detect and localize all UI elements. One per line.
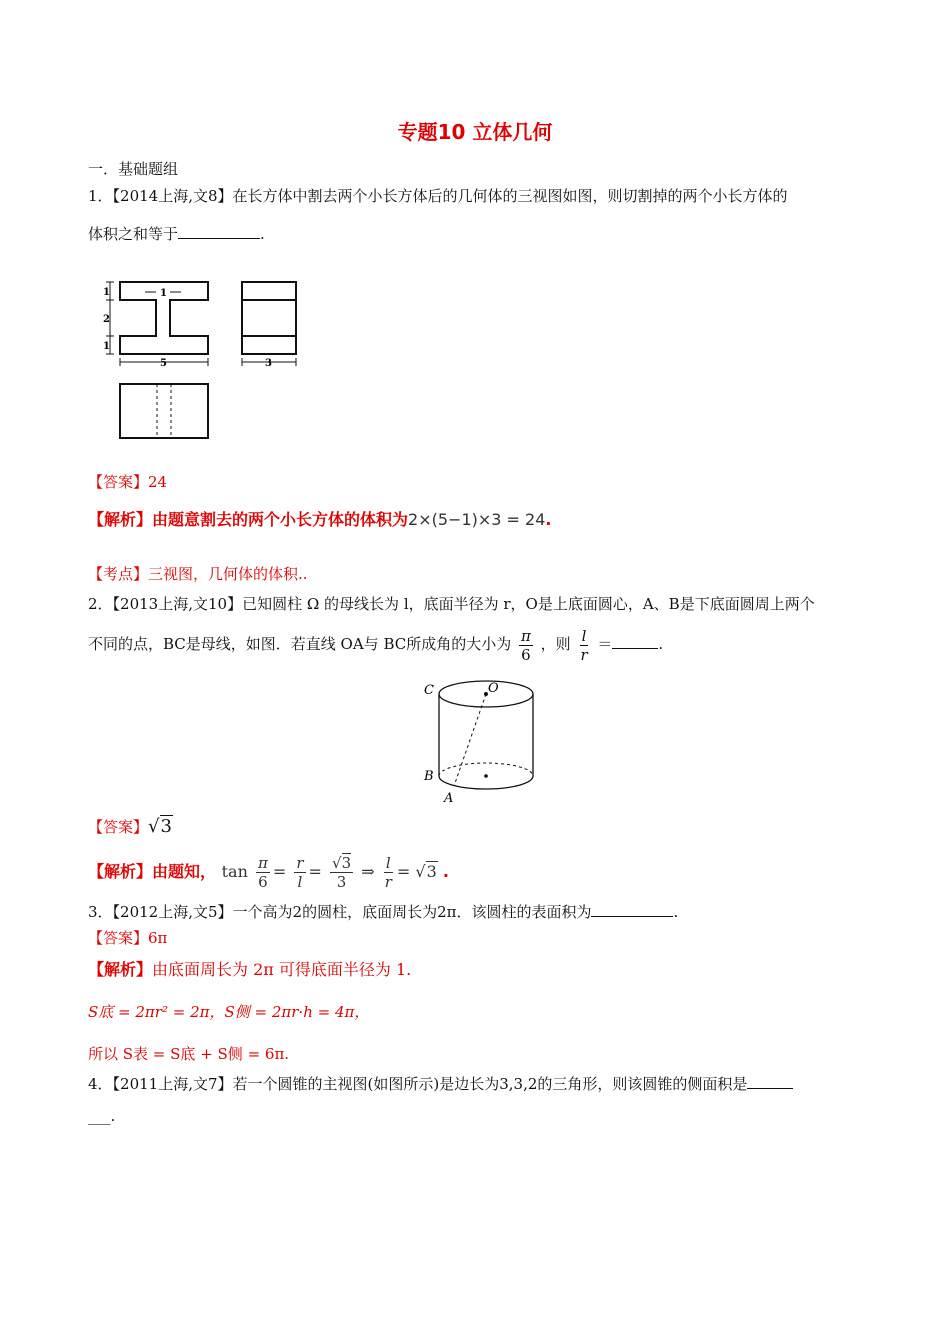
q2-eq-tan: tan xyxy=(221,862,248,881)
q4-answer-blank xyxy=(747,1074,793,1089)
q3-text-content: 3．【2012上海,文5】一个高为2的圆柱，底面周长为2π．该圆柱的表面积为 xyxy=(88,903,592,921)
q4-text-line1: 4．【2011上海,文7】若一个圆锥的主视图(如图所示)是边长为3,3,2的三角形，则该圆锥的侧面积是 xyxy=(88,1075,748,1093)
q2-frac2-num: l xyxy=(581,626,587,645)
q1-kaodian xyxy=(88,564,308,584)
q2-text-line2-a: 不同的点，BC是母线，如图．若直线 OA与 BC所成角的大小为 xyxy=(88,635,512,653)
q2-frac1-num: π xyxy=(521,626,531,645)
q1-side-view xyxy=(242,282,296,354)
q2-end: . xyxy=(658,635,664,653)
q2-bottom-center xyxy=(484,774,488,778)
q2-eq-3den: 3 xyxy=(336,873,347,891)
q2-eq-3num: 3 xyxy=(341,854,352,872)
q2-cylinder-figure xyxy=(418,676,538,806)
q2-eq-r: r xyxy=(296,854,304,872)
q1-dim-front-width: 5 xyxy=(160,358,167,369)
q1-dim-h2: 2 xyxy=(103,314,110,325)
q2-text-line2-b: ，则 xyxy=(540,635,571,653)
q2-answer xyxy=(88,814,173,840)
q2-eq-end: . xyxy=(442,862,449,881)
q2-angle-fraction xyxy=(519,627,533,664)
q2-answer-rad: 3 xyxy=(160,816,172,837)
q1-analysis xyxy=(88,510,551,530)
q2-label-a: A xyxy=(444,791,454,806)
q1-top-hidden-lines xyxy=(157,384,171,438)
q1-dim-side-width: 3 xyxy=(265,358,272,369)
q1-text-line1: 1．【2014上海,文8】在长方体中割去两个小长方体后的几何体的三视图如图，则切割掉的两个小长方体的 xyxy=(88,187,788,205)
q2-eq-frac-pi6 xyxy=(256,854,270,891)
q2-answer-tag: 【答案】 xyxy=(88,818,149,836)
q1-dim-top: 1 xyxy=(160,288,167,299)
q2-frac1-den: 6 xyxy=(521,645,531,664)
q2-frac2-den: r xyxy=(580,645,588,664)
q1-analysis-end: . xyxy=(545,510,552,529)
q1-answer-blank xyxy=(178,224,260,239)
q3-text xyxy=(88,902,678,922)
q2-eq-result: √3 xyxy=(415,862,437,881)
q2-eq-implies: ⇒ xyxy=(361,862,375,881)
q1-answer-tag: 【答案】 xyxy=(88,473,149,491)
q1-analysis-tag: 【解析】 xyxy=(88,510,153,529)
q2-answer-value: √3 xyxy=(148,816,172,837)
q2-eq-l: l xyxy=(297,873,303,891)
page-title: 专题10 立体几何 xyxy=(397,120,553,144)
q2-text-line2 xyxy=(88,624,663,664)
q2-eq-frac-rl xyxy=(294,854,305,891)
q2-equation: tan $\frac{\pi}{6}$ = $\frac{r}{l}$ = $\frac{√3}{3}$ ⇒ $\frac{l}{r}$ = √3 xyxy=(222,862,443,881)
q3-answer-tag: 【答案】 xyxy=(88,929,149,947)
q2-bottom-front-arc xyxy=(439,776,533,789)
q2-analysis-text: 由题知， xyxy=(152,862,217,881)
q1-text-line2-content: 体积之和等于 xyxy=(88,225,179,243)
q2-answer-blank xyxy=(612,634,658,649)
q2-label-b: B xyxy=(424,769,434,784)
q3-analysis xyxy=(88,960,411,980)
q2-label-c: C xyxy=(424,683,434,698)
section-heading: 一．基础题组 xyxy=(88,160,179,178)
q2-eq-res: 3 xyxy=(426,862,437,881)
q1-analysis-text: 由题意割去的两个小长方体的体积为 xyxy=(152,510,409,529)
q3-analysis-line2: S底 = 2πr² = 2π，S侧 = 2πr·h = 4π， xyxy=(88,1003,370,1021)
q2-label-o: O xyxy=(488,681,499,696)
q2-analysis-tag: 【解析】 xyxy=(88,862,153,881)
q4-text xyxy=(88,1074,793,1094)
q2-bottom-back-arc xyxy=(439,763,533,776)
q2-eq-frac-lr xyxy=(383,854,394,891)
q1-analysis-formula: 2×(5−1)×3 = 24 xyxy=(408,510,546,529)
q1-end: . xyxy=(260,225,265,243)
q3-end: . xyxy=(673,903,679,921)
q1-answer xyxy=(88,472,167,492)
q3-answer-value: 6π xyxy=(148,929,168,947)
q2-line-oa xyxy=(454,694,486,786)
q2-eq-pi: π xyxy=(257,854,268,872)
q1-text-line2 xyxy=(88,224,265,244)
q2-text-line1: 2．【2013上海,文10】已知圆柱 Ω 的母线长为 l，底面半径为 r，O是上底面圆心，A、B是下底面圆周上两个 xyxy=(88,595,815,613)
q3-analysis-line3: 所以 S表 = S底 + S侧 = 6π. xyxy=(88,1045,290,1063)
q3-analysis-tag: 【解析】 xyxy=(88,960,153,979)
q3-answer xyxy=(88,928,167,948)
q2-text-line2-c: ＝ xyxy=(597,635,613,653)
q1-top-view xyxy=(120,384,208,438)
q2-eq-l2: l xyxy=(385,854,391,872)
q1-dim-h3: 1 xyxy=(103,341,110,352)
q1-kaodian-tag: 【考点】 xyxy=(88,565,149,583)
q1-dim-h1: 1 xyxy=(103,287,110,298)
q3-answer-blank xyxy=(591,902,673,917)
q2-eq-r2: r xyxy=(384,873,392,891)
q3-analysis-text: 由底面周长为 2π 可得底面半径为 1. xyxy=(152,960,412,979)
q1-answer-value: 24 xyxy=(148,473,168,491)
q1-three-view-figure xyxy=(100,270,310,445)
q2-eq-6: 6 xyxy=(258,873,268,891)
q4-text-line2: ___. xyxy=(88,1107,116,1125)
q2-analysis xyxy=(88,850,449,894)
q1-kaodian-text: 三视图，几何体的体积.. xyxy=(148,565,308,583)
q2-ratio-fraction xyxy=(578,627,589,664)
q2-eq-frac-sqrt3: $\frac{√3}{3}$ xyxy=(332,854,352,891)
